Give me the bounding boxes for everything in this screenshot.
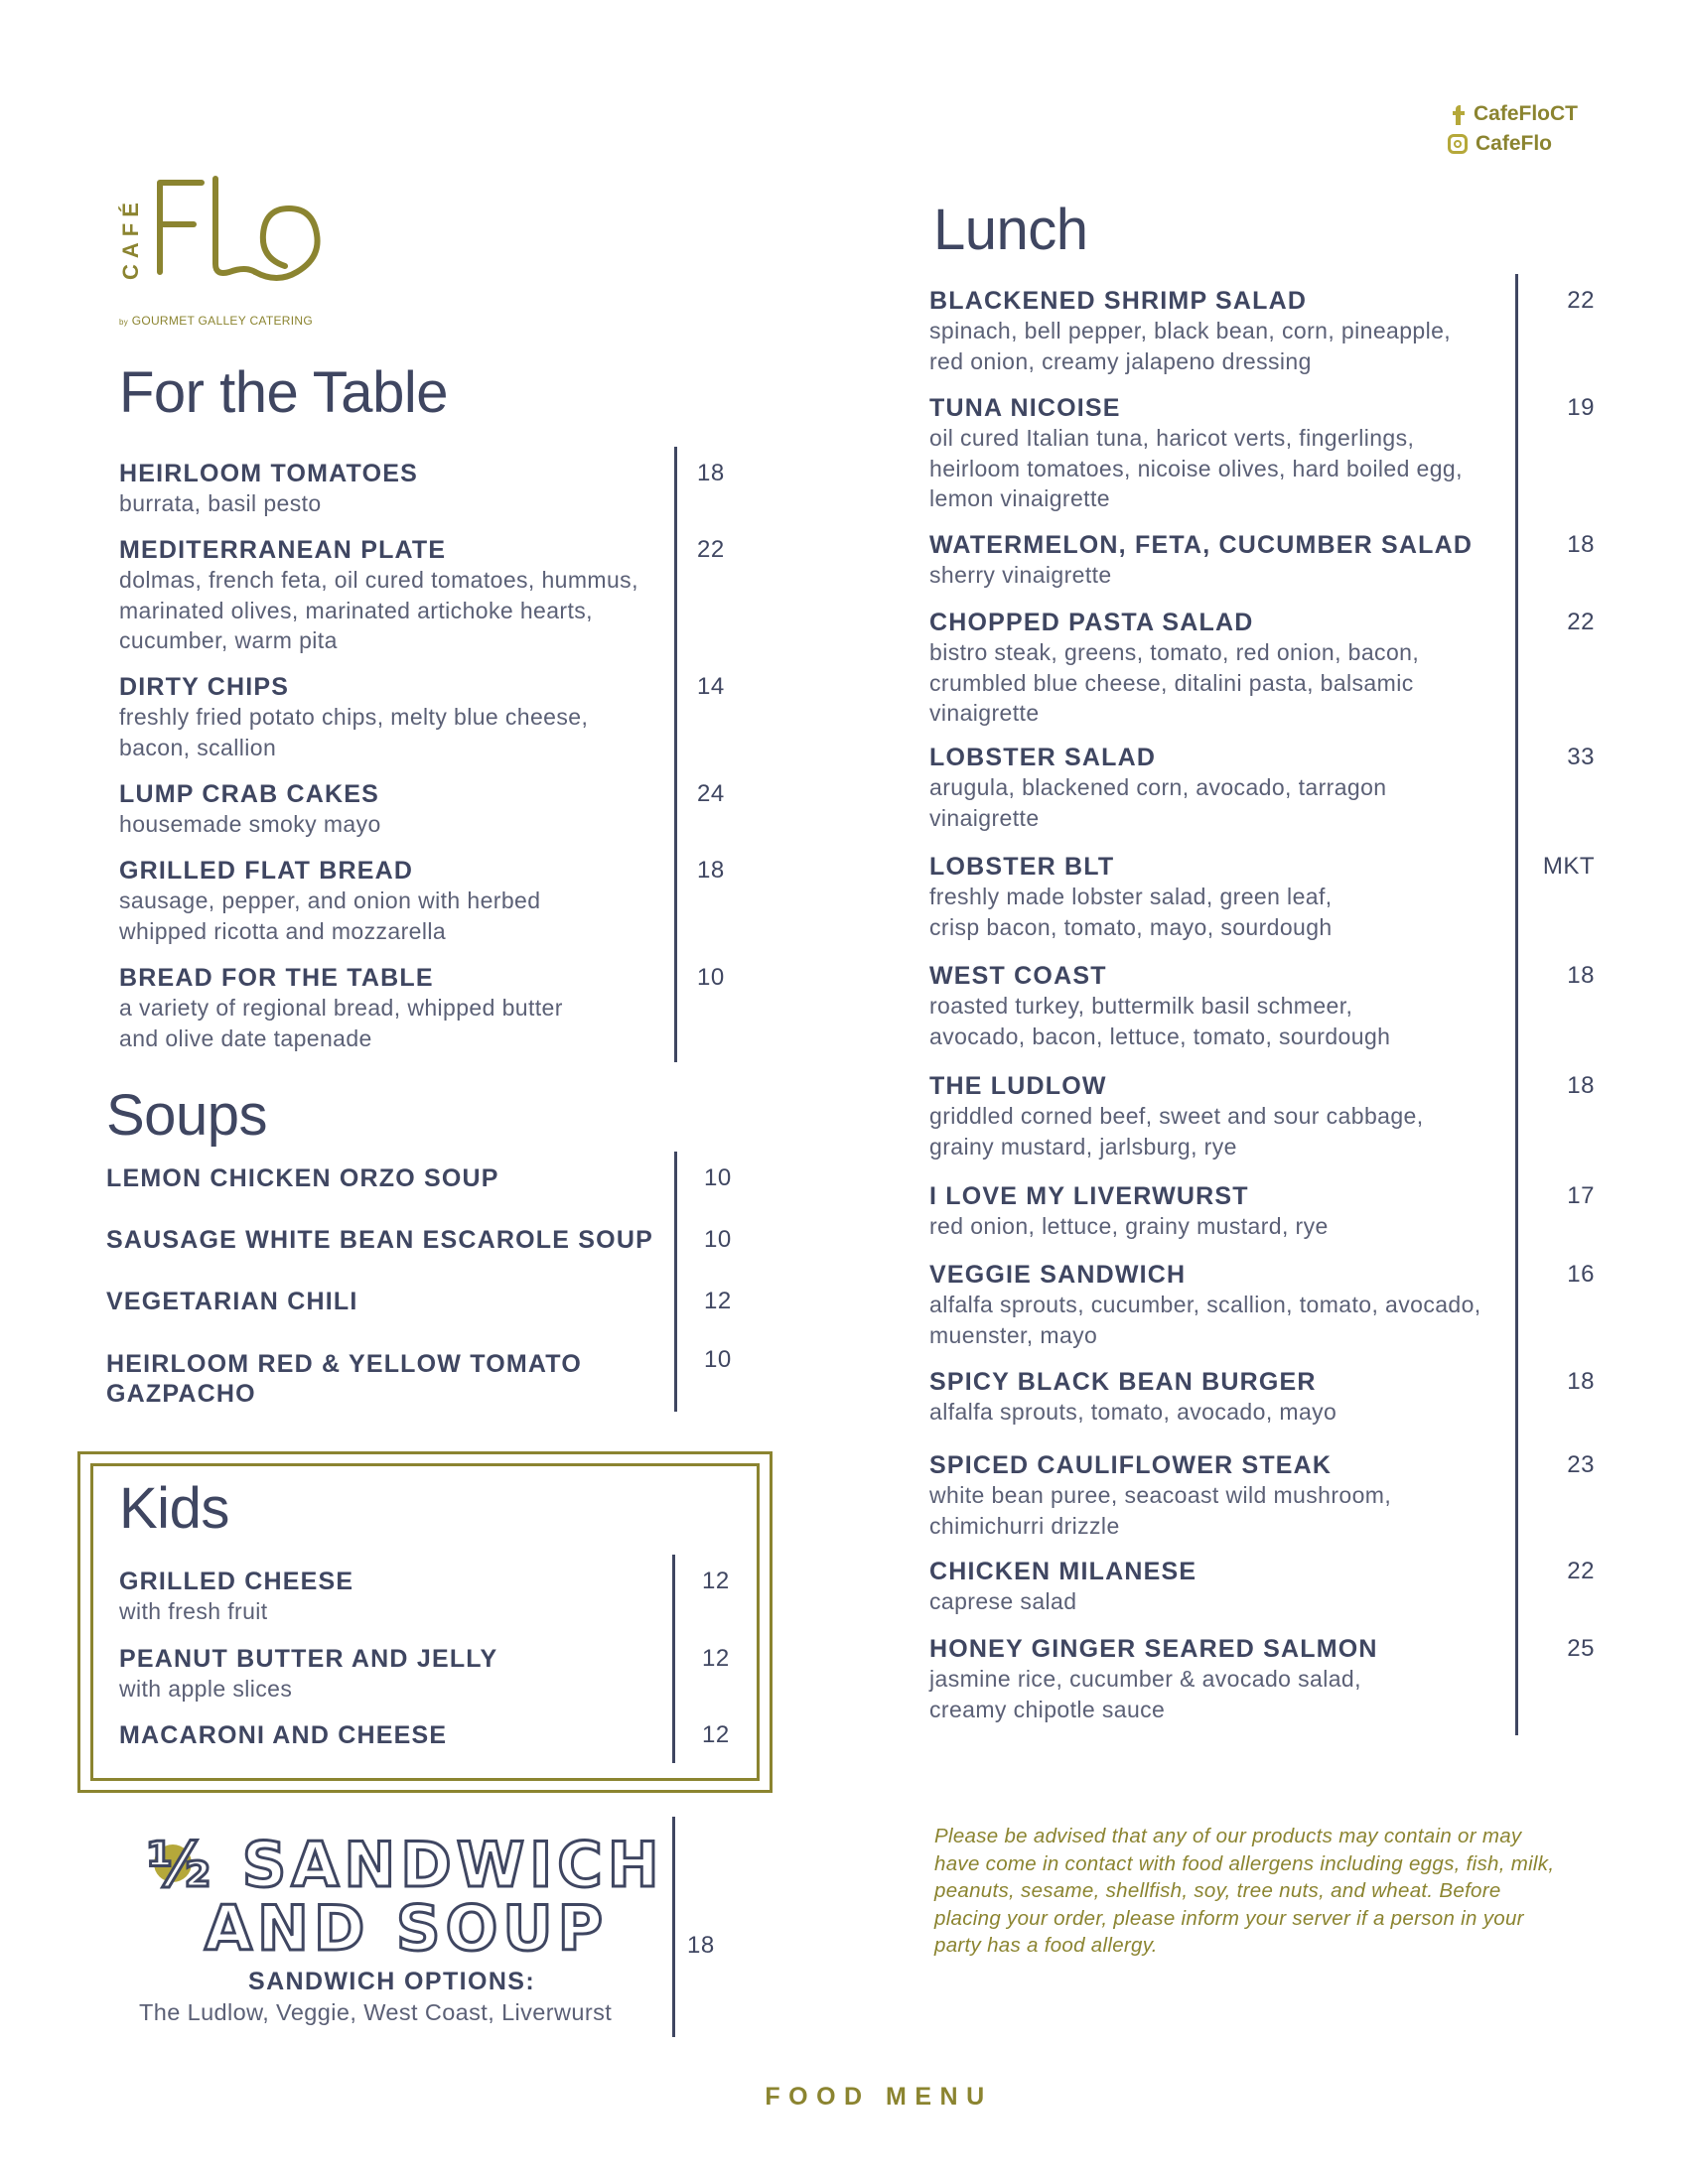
lunch-item-desc: crumbled blue cheese, ditalini pasta, balsamic	[929, 669, 1414, 696]
kids-item-pbj: PEANUT BUTTER AND JELLY with apple slices	[119, 1645, 498, 1702]
lunch-item	[929, 743, 1386, 833]
lunch-item-name: SPICY BLACK BEAN BURGER	[929, 1368, 1317, 1396]
lunch-item-desc: muenster, mayo	[929, 1321, 1098, 1348]
lunch-item-name: THE LUDLOW	[929, 1072, 1107, 1100]
logo-subtitle: by GOURMET GALLEY CATERING	[119, 314, 313, 328]
lunch-item-desc: oil cured Italian tuna, haricot verts, fingerlings,	[929, 425, 1415, 451]
menu-item-bread-for-the-table: BREAD FOR THE TABLE a variety of regional bread, whipped butter and olive date tapenade	[119, 964, 563, 1051]
lunch-item-name: SPICED CAULIFLOWER STEAK	[929, 1451, 1333, 1479]
logo-flo-mark	[152, 173, 331, 290]
price: 10	[697, 964, 725, 991]
lunch-item	[929, 1634, 1378, 1724]
lunch-item-desc: white bean puree, seacoast wild mushroom,	[929, 1482, 1392, 1508]
lunch-item-desc: alfalfa sprouts, cucumber, scallion, tomato, avocado,	[929, 1292, 1481, 1317]
lunch-item-name: HONEY GINGER SEARED SALMON	[929, 1635, 1378, 1663]
lunch-item	[929, 608, 1419, 729]
food-menu-footer: FOOD MENU	[765, 2083, 993, 2111]
price: 22	[697, 536, 725, 563]
instagram-link[interactable]	[1448, 129, 1578, 159]
soup-item-vegetarian-chili: VEGETARIAN CHILI	[106, 1288, 358, 1315]
price: 17	[1567, 1182, 1595, 1209]
lunch-item	[929, 393, 1463, 514]
lunch-item	[929, 1450, 1391, 1541]
soups-title: Soups	[106, 1083, 267, 1148]
price: 22	[1567, 1558, 1595, 1584]
price: 10	[704, 1346, 732, 1373]
kids-divider	[672, 1555, 675, 1763]
price: 10	[704, 1164, 732, 1191]
half-sandwich-divider	[672, 1817, 675, 2037]
instagram-icon	[1448, 134, 1468, 154]
lunch-item	[929, 530, 1473, 591]
menu-item-heirloom-tomatoes: HEIRLOOM TOMATOES burrata, basil pesto	[119, 460, 418, 516]
lunch-item-desc: vinaigrette	[929, 804, 1040, 831]
price: 12	[704, 1288, 732, 1314]
lunch-divider	[1515, 274, 1518, 1735]
lunch-item	[929, 1260, 1481, 1350]
lunch-item-desc: lemon vinaigrette	[929, 485, 1110, 511]
lunch-item-name: LOBSTER SALAD	[929, 744, 1157, 771]
lunch-item-desc: spinach, bell pepper, black bean, corn, pineapple,	[929, 318, 1452, 343]
menu-item-lump-crab-cakes: LUMP CRAB CAKES housemade smoky mayo	[119, 780, 381, 837]
lunch-item-desc: roasted turkey, buttermilk basil schmeer,	[929, 993, 1353, 1019]
price: 23	[1567, 1451, 1595, 1478]
price: 14	[697, 673, 725, 700]
lunch-item-name: BLACKENED SHRIMP SALAD	[929, 287, 1308, 315]
menu-item-dirty-chips: DIRTY CHIPS freshly fried potato chips, melty blue cheese, bacon, scallion	[119, 673, 589, 760]
price: 18	[1567, 1072, 1595, 1099]
price: 18	[1567, 962, 1595, 989]
kids-item-mac-and-cheese: MACARONI AND CHEESE	[119, 1721, 448, 1749]
lunch-item-desc: red onion, lettuce, grainy mustard, rye	[929, 1213, 1329, 1239]
sandwich-options: The Ludlow, Veggie, West Coast, Liverwurst	[139, 1999, 613, 2025]
lunch-item-desc: crisp bacon, tomato, mayo, sourdough	[929, 913, 1333, 940]
lunch-item-name: WATERMELON, FETA, CUCUMBER SALAD	[929, 531, 1474, 559]
price: 22	[1567, 287, 1595, 314]
lunch-item	[929, 961, 1390, 1051]
facebook-link[interactable]	[1452, 99, 1578, 129]
price: 12	[702, 1645, 730, 1672]
lunch-item-desc: vinaigrette	[929, 700, 1040, 726]
kids-item-grilled-cheese: GRILLED CHEESE with fresh fruit	[119, 1568, 354, 1624]
lunch-item	[929, 1557, 1196, 1617]
soup-item-gazpacho: HEIRLOOM RED & YELLOW TOMATO GAZPACHO	[106, 1350, 582, 1408]
lunch-item-desc: alfalfa sprouts, tomato, avocado, mayo	[929, 1399, 1337, 1425]
price: 33	[1567, 744, 1595, 770]
lunch-item-name: WEST COAST	[929, 962, 1107, 990]
lunch-item-name: LOBSTER BLT	[929, 853, 1115, 881]
facebook-handle: CafeFloCT	[1474, 102, 1578, 125]
soups-divider	[674, 1152, 677, 1412]
lunch-item-name: CHICKEN MILANESE	[929, 1558, 1197, 1585]
lunch-item-name: TUNA NICOISE	[929, 394, 1121, 422]
lunch-item-desc: caprese salad	[929, 1588, 1077, 1614]
half-sandwich-title-line1: ½ SANDWICH	[147, 1829, 664, 1901]
sandwich-options-title: SANDWICH OPTIONS:	[248, 1968, 536, 1995]
lunch-item-desc: bistro steak, greens, tomato, red onion, bacon,	[929, 639, 1420, 665]
lunch-item-desc: grainy mustard, jarlsburg, rye	[929, 1133, 1237, 1160]
lunch-item-desc: avocado, bacon, lettuce, tomato, sourdough	[929, 1023, 1391, 1049]
price: 18	[697, 460, 725, 486]
price: 10	[704, 1226, 732, 1253]
lunch-item-desc: jasmine rice, cucumber & avocado salad,	[929, 1666, 1361, 1692]
menu-item-grilled-flat-bread: GRILLED FLAT BREAD sausage, pepper, and onion with herbed whipped ricotta and mozzarella	[119, 857, 541, 944]
lunch-item-desc: freshly made lobster salad, green leaf,	[929, 884, 1333, 909]
price: 18	[697, 857, 725, 884]
cafe-flo-logo	[114, 169, 333, 338]
for-the-table-title: For the Table	[119, 360, 448, 425]
lunch-item-name: I LOVE MY LIVERWURST	[929, 1182, 1249, 1210]
for-the-table-divider	[674, 447, 677, 1062]
lunch-item-desc: arugula, blackened corn, avocado, tarragon	[929, 774, 1387, 800]
allergy-notice: Please be advised that any of our products may contain or may have come in contact with food allergens including eggs, fish, milk, peanuts, sesame, shellfish, soy, tree nuts, and wheat. Before placing your order, please inform your server if a person in your party has a food allergy.	[934, 1825, 1555, 1957]
price: 24	[697, 780, 725, 807]
lunch-item	[929, 1181, 1329, 1242]
price: 19	[1567, 394, 1595, 421]
lunch-item-desc: heirloom tomatoes, nicoise olives, hard boiled egg,	[929, 455, 1463, 481]
kids-title: Kids	[119, 1476, 229, 1541]
lunch-item-desc: chimichurri drizzle	[929, 1512, 1120, 1539]
logo-cafe-text: CAFÉ	[118, 197, 143, 280]
price: 18	[1567, 531, 1595, 558]
price: 25	[1567, 1635, 1595, 1662]
menu-item-mediterranean-plate: MEDITERRANEAN PLATE dolmas, french feta, oil cured tomatoes, hummus, marinated olives, marinated artichoke hearts, cucumber, warm pita	[119, 536, 638, 653]
soup-item-sausage-white-bean: SAUSAGE WHITE BEAN ESCAROLE SOUP	[106, 1226, 653, 1254]
facebook-icon	[1452, 103, 1466, 125]
lunch-item-name: CHOPPED PASTA SALAD	[929, 609, 1254, 636]
soup-item-lemon-chicken-orzo: LEMON CHICKEN ORZO SOUP	[106, 1164, 499, 1192]
lunch-title: Lunch	[933, 198, 1088, 262]
price: 22	[1567, 609, 1595, 635]
price: 16	[1567, 1261, 1595, 1288]
lunch-item-desc: red onion, creamy jalapeno dressing	[929, 347, 1312, 374]
lunch-item	[929, 1071, 1424, 1161]
lunch-item-name: VEGGIE SANDWICH	[929, 1261, 1187, 1289]
lunch-item	[929, 852, 1333, 942]
lunch-item-desc: sherry vinaigrette	[929, 562, 1112, 588]
lunch-item	[929, 1367, 1336, 1428]
half-sandwich-title-line2: AND SOUP	[205, 1892, 609, 1965]
lunch-item-desc: griddled corned beef, sweet and sour cabbage,	[929, 1103, 1424, 1129]
price: MKT	[1542, 853, 1595, 880]
lunch-item	[929, 286, 1451, 376]
price: 12	[702, 1721, 730, 1748]
lunch-item-desc: creamy chipotle sauce	[929, 1696, 1166, 1722]
social-links	[1452, 99, 1578, 159]
instagram-handle: CafeFlo	[1476, 132, 1553, 155]
price: 12	[702, 1568, 730, 1594]
price: 18	[687, 1932, 715, 1959]
price: 18	[1567, 1368, 1595, 1395]
